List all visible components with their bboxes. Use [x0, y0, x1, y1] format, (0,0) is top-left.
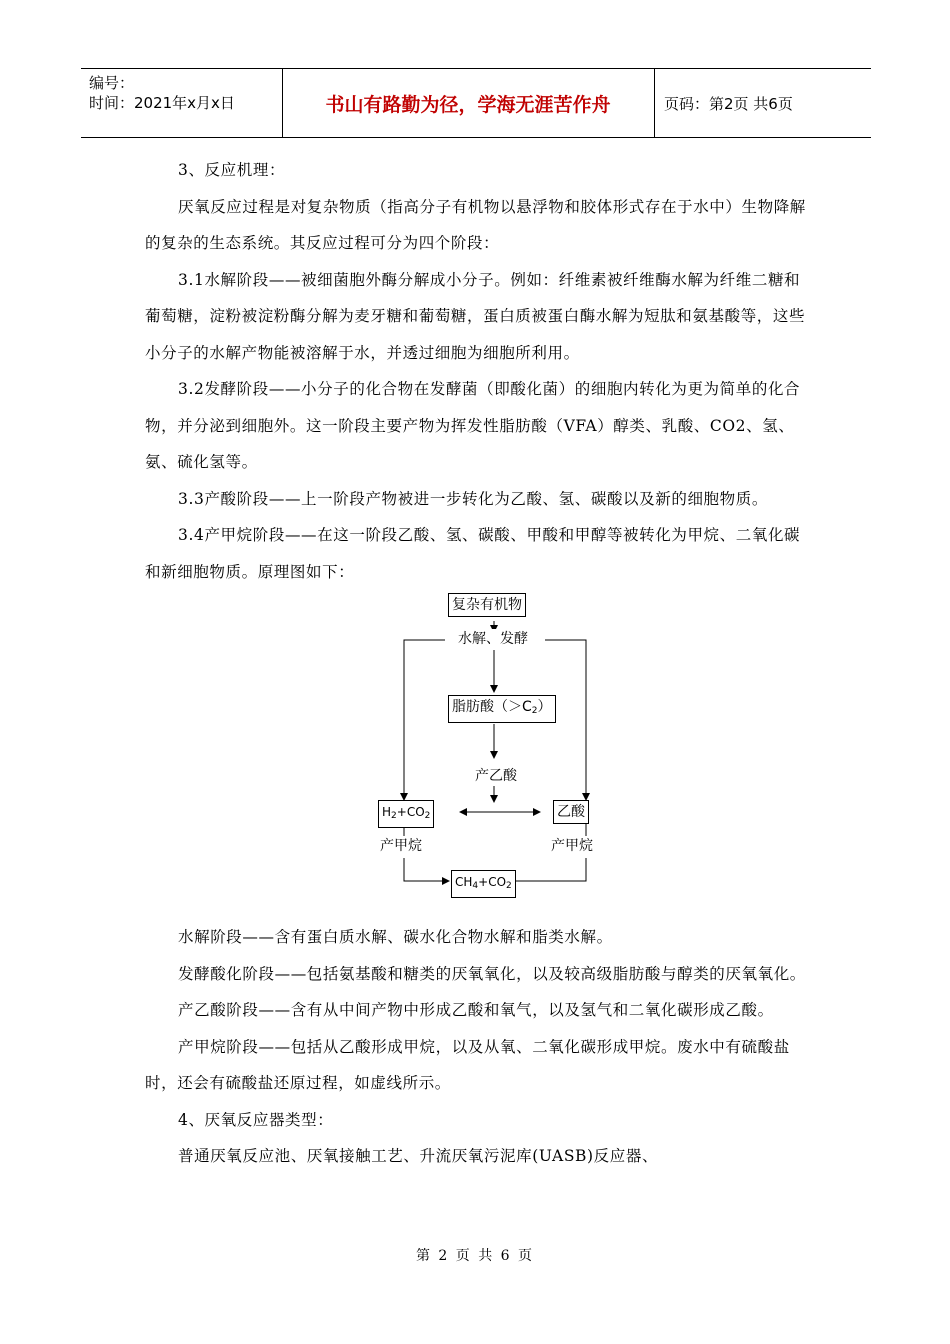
- fatty-acid-close: ）: [537, 699, 552, 715]
- h2-h: H: [382, 805, 392, 819]
- h2-plus-co: +CO: [396, 805, 425, 819]
- ch4-co2-box: [451, 870, 516, 898]
- body-text-2: [145, 919, 810, 1175]
- section3-title: 3、反应机理：: [178, 161, 286, 179]
- header-motto: 书山有路勤为径，学海无涯苦作舟: [325, 93, 611, 116]
- acetogenesis-label: 产乙酸: [475, 768, 517, 784]
- methanogenesis-right-label: 产甲烷: [551, 838, 593, 854]
- paragraph-methanogenesis: 产甲烷阶段——包括从乙酸形成甲烷，以及从氧、二氧化碳形成甲烷。废水中有硫酸盐时，还会有硫酸盐还原过程，如虚线所示。: [145, 1037, 790, 1092]
- section4-title: 4、厌氧反应器类型：: [178, 1110, 334, 1129]
- ch4-sub: 4: [472, 881, 479, 891]
- paragraph-stage-3-2: 3.2发酵阶段——小分子的化合物在发酵菌（即酸化菌）的细胞内转化为更为简单的化合物，并分泌到细胞外。这一阶段主要产物为挥发性脂肪酸（VFA）醇类、乳酸、CO2、氢、氨、硫化氢等。: [145, 380, 801, 471]
- page-header: [81, 68, 871, 138]
- ch4-co-sub: 2: [506, 881, 512, 891]
- h2-co-sub: 2: [424, 811, 431, 821]
- paragraph-fermentation: 发酵酸化阶段——包括氨基酸和糖类的厌氧氧化，以及较高级脂肪酸与醇类的厌氧氧化。: [178, 964, 806, 983]
- acetic-acid-box: 乙酸: [553, 800, 589, 824]
- header-meta: [89, 73, 235, 113]
- fatty-acid-box: [448, 695, 556, 723]
- paragraph-stage-3-4: 3.4产甲烷阶段——在这一阶段乙酸、氢、碳酸、甲酸和甲醇等被转化为甲烷、二氧化碳和新细胞物质。原理图如下：: [145, 526, 801, 581]
- complex-organics-box: 复杂有机物: [448, 593, 526, 617]
- paragraph-intro: 厌氧反应过程是对复杂物质（指高分子有机物以悬浮物和胶体形式存在于水中）生物降解的复杂的生态系统。其反应过程可分为四个阶段：: [145, 197, 806, 252]
- fatty-acid-text: 脂肪酸（＞C: [452, 699, 532, 715]
- ch4-plus-co: +CO: [478, 875, 507, 889]
- paragraph-stage-3-3: 3.3产酸阶段——上一阶段产物被进一步转化为乙酸、氢、碳酸以及新的细胞物质。: [178, 489, 768, 508]
- body-text: [145, 152, 810, 590]
- page-footer: 第 2 页 共 6 页: [415, 1248, 535, 1264]
- methanogenesis-left-label: 产甲烷: [380, 838, 422, 854]
- paragraph-stage-3-1: 3.1水解阶段——被细菌胞外酶分解成小分子。例如：纤维素被纤维酶水解为纤维二糖和葡萄糖，淀粉被淀粉酶分解为麦牙糖和葡萄糖，蛋白质被蛋白酶水解为短肽和氨基酸等，这些小分子的水解产物能被溶解于水，并透过细胞为细胞所利用。: [145, 270, 806, 362]
- ch4-ch: CH: [455, 875, 473, 889]
- header-page-info: 页码：第2页 共6页: [664, 94, 793, 113]
- h2-co2-box: [378, 800, 434, 828]
- number-label: 编号：: [89, 74, 135, 92]
- paragraph-hydrolysis: 水解阶段——含有蛋白质水解、碳水化合物水解和脂类水解。: [178, 928, 613, 946]
- header-divider-right: [654, 69, 655, 137]
- fatty-acid-subscript: 2: [531, 706, 538, 716]
- paragraph-acetogenesis: 产乙酸阶段——含有从中间产物中形成乙酸和氧气，以及氢气和二氧化碳形成乙酸。: [178, 1001, 774, 1019]
- h2-sub: 2: [391, 811, 397, 821]
- paragraph-reactors: 普通厌氧反应池、厌氧接触工艺、升流厌氧污泥库(UASB)反应器、: [178, 1147, 659, 1165]
- anaerobic-process-diagram: [360, 588, 640, 898]
- hydrolysis-label: 水解、发酵: [458, 631, 528, 647]
- time-label: 时间：2021年x月x日: [89, 94, 235, 112]
